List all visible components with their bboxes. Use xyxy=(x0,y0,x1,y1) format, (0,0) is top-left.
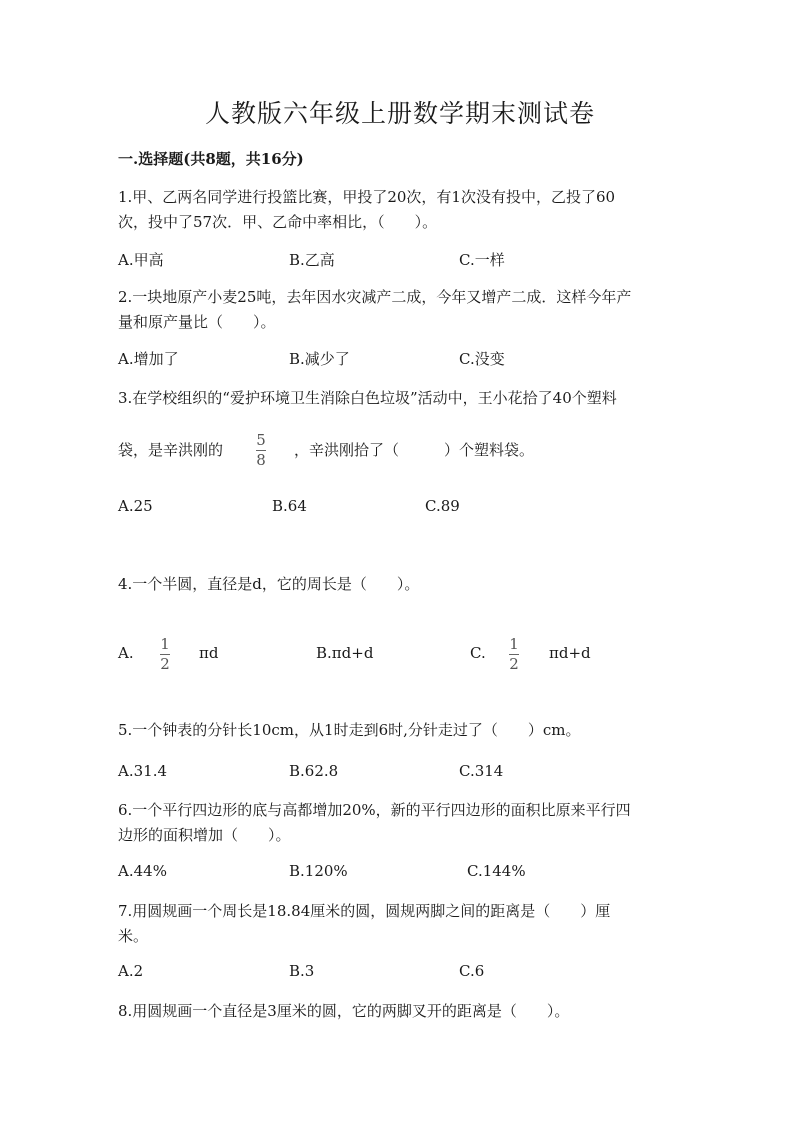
question-7-option-a: A.2 xyxy=(118,962,144,980)
question-3-option-a: A.25 xyxy=(118,497,153,515)
question-7-option-c: C.6 xyxy=(459,962,485,980)
fraction-denominator: 2 xyxy=(160,655,170,673)
question-5-option-b: B.62.8 xyxy=(289,762,339,780)
question-1-option-b: B.乙高 xyxy=(289,251,335,269)
question-1-line-1: 1.甲、乙两名同学进行投篮比赛，甲投了20次，有1次没有投中，乙投了60 xyxy=(118,188,616,206)
question-5-option-a: A.31.4 xyxy=(118,762,167,780)
question-3-fraction xyxy=(256,432,266,469)
fraction-numerator: 1 xyxy=(160,635,170,653)
question-2-line-1: 2.一块地原产小麦25吨，去年因水灾减产二成，今年又增产二成．这样今年产 xyxy=(118,288,632,306)
question-4-line-1: 4.一个半圆，直径是d，它的周长是（ ）。 xyxy=(118,575,420,593)
fraction-denominator: 2 xyxy=(509,655,519,673)
question-2-option-a: A.增加了 xyxy=(118,350,179,368)
page-title: 人教版六年级上册数学期末测试卷 xyxy=(204,99,595,128)
question-4-option-b: B.πd+d xyxy=(316,644,374,662)
question-1-option-a: A.甲高 xyxy=(118,251,164,269)
question-6-line-1: 6.一个平行四边形的底与高都增加20%，新的平行四边形的面积比原来平行四 xyxy=(118,801,631,819)
question-7-line-2: 米。 xyxy=(118,927,149,945)
question-6-option-c: C.144% xyxy=(467,862,526,880)
question-5-option-c: C.314 xyxy=(459,762,504,780)
fraction-numerator: 1 xyxy=(509,635,519,653)
question-1-line-2: 次，投中了57次．甲、乙命中率相比，（ ）。 xyxy=(118,213,438,231)
question-3-line-1: 3.在学校组织的“爱护环境卫生消除白色垃圾”活动中，王小花拾了40个塑料 xyxy=(118,389,617,407)
section-heading: 一.选择题(共8题，共16分) xyxy=(118,150,304,168)
question-4-option-a-suffix: πd xyxy=(199,644,219,662)
question-3-option-b: B.64 xyxy=(272,497,307,515)
question-8-line-1: 8.用圆规画一个直径是3厘米的圆，它的两脚叉开的距离是（ ）。 xyxy=(118,1002,570,1020)
fraction-denominator: 8 xyxy=(256,451,266,469)
question-4-option-a-fraction xyxy=(160,636,170,673)
question-6-option-b: B.120% xyxy=(289,862,348,880)
question-2-option-b: B.减少了 xyxy=(289,350,350,368)
question-4-option-c-prefix: C. xyxy=(470,644,486,662)
question-2-line-2: 量和原产量比（ ）。 xyxy=(118,313,276,331)
question-3-line-2a: 袋，是辛洪刚的 xyxy=(118,441,224,459)
question-4-option-c-suffix: πd+d xyxy=(549,644,591,662)
question-3-option-c: C.89 xyxy=(425,497,460,515)
question-3-line-2b: ，辛洪刚拾了（ ）个塑料袋。 xyxy=(294,441,535,459)
fraction-numerator: 5 xyxy=(256,431,266,449)
question-4-option-c-fraction xyxy=(509,636,519,673)
question-4-option-a-prefix: A. xyxy=(118,644,134,662)
question-6-option-a: A.44% xyxy=(118,862,167,880)
question-1-option-c: C.一样 xyxy=(459,251,505,269)
question-7-option-b: B.3 xyxy=(289,962,315,980)
question-5-line-1: 5.一个钟表的分针长10cm，从1时走到6时,分针走过了（ ）cm。 xyxy=(118,721,581,739)
question-2-option-c: C.没变 xyxy=(459,350,505,368)
question-7-line-1: 7.用圆规画一个周长是18.84厘米的圆，圆规两脚之间的距离是（ ）厘 xyxy=(118,902,611,920)
question-6-line-2: 边形的面积增加（ ）。 xyxy=(118,826,291,844)
